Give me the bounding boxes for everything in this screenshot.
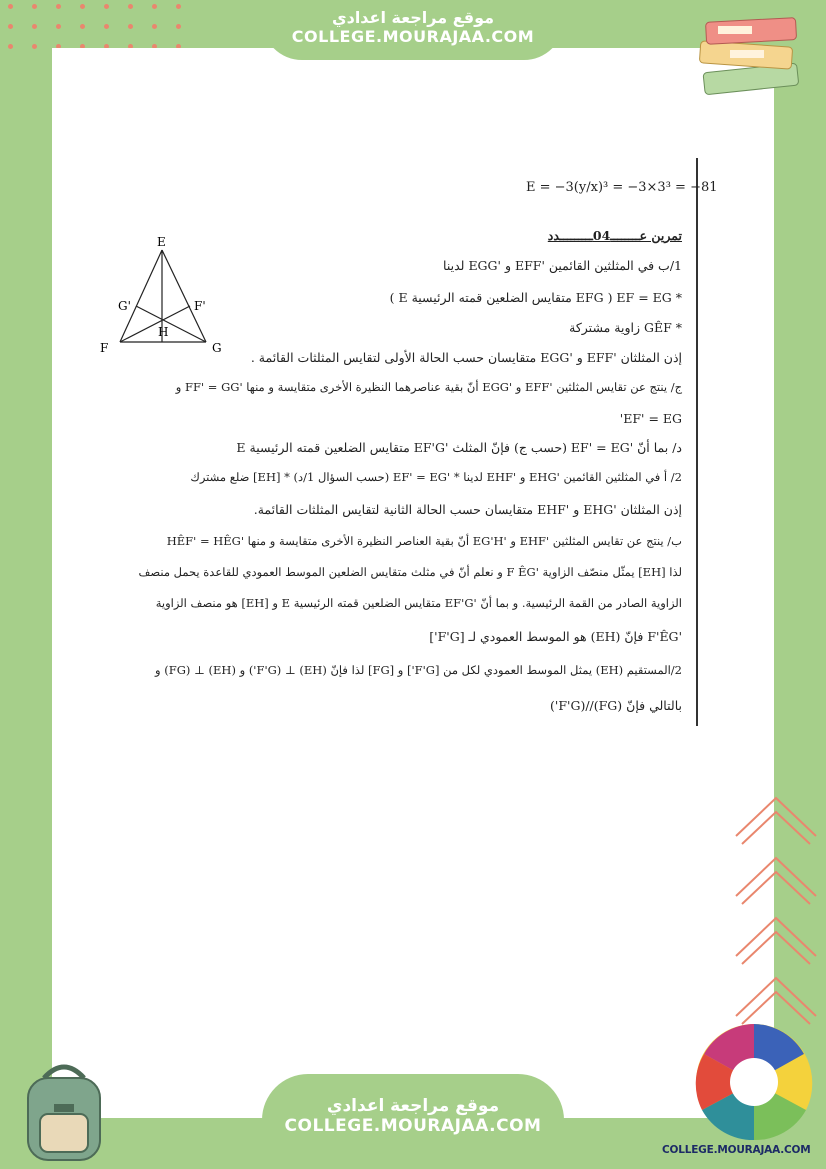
doc-line: بالتالي فإنّ (FG)//(F'G') bbox=[550, 698, 682, 713]
doc-line: EF' = EG' bbox=[619, 411, 682, 426]
doc-line: إذن المثلثان 'EHG و 'EHF متقايسان حسب الحالة الثانية لتقايس المثلثات القائمة. bbox=[253, 502, 682, 517]
doc-line: 'F'ÊG فإنّ (EH) هو الموسط العمودي لـ [F'G'] bbox=[429, 629, 682, 644]
label-g-prime: G' bbox=[118, 299, 131, 313]
logo-caption[interactable]: COLLEGE.MOURAJAA.COM bbox=[662, 1144, 811, 1156]
doc-line: الزاوية الصادر من القمة الرئيسية. و بما أنّ 'EF'G متقايس الضلعين قمته الرئيسية E و [EH] هو منصف الزاوية bbox=[155, 596, 682, 610]
header-site-url[interactable]: COLLEGE.MOURAJAA.COM bbox=[291, 27, 535, 46]
label-f-prime: F' bbox=[194, 299, 206, 313]
doc-line: إذن المثلثان 'EFF و 'EGG متقايسان حسب الحالة الأولى لتقايس المثلثات القائمة . bbox=[250, 350, 682, 365]
label-h: H bbox=[158, 325, 169, 339]
school-logo bbox=[694, 1022, 814, 1142]
doc-line: * EF = EG ( EFG متقايس الضلعين قمته الرئيسية E ) bbox=[389, 290, 682, 305]
header-site-name: موقع مراجعة اعدادي bbox=[331, 8, 495, 27]
doc-line: 1/ب في المثلثين القائمين 'EFF و 'EGG لدينا bbox=[443, 258, 682, 273]
doc-line: 2/المستقيم (EH) يمثل الموسط العمودي لكل من [F'G'] و [FG] لذا فإنّ (EH) ⊥ (F'G') و (EH) ⊥ (FG) و bbox=[155, 663, 682, 677]
label-e: E bbox=[157, 235, 166, 249]
doc-line: د/ بما أنّ 'EF' = EG (حسب ج) فإنّ المثلث 'EF'G متقايس الضلعين قمته الرئيسية E bbox=[236, 440, 682, 455]
footer-site-url[interactable]: COLLEGE.MOURAJAA.COM bbox=[284, 1116, 542, 1136]
header-tab bbox=[262, 0, 564, 60]
chevron-up-icons bbox=[730, 792, 822, 1032]
doc-line: ب/ ينتج عن تقايس المثلثين 'EHF و 'EG'H أنّ بقية العناصر النظيرة الأخرى متقايسة و منها 'HÊF' = HÊG bbox=[166, 534, 682, 548]
exercise-title: تمرين عــــــــ04ـــــــــدد bbox=[547, 228, 682, 243]
exercise-document bbox=[84, 158, 718, 726]
doc-line: ج/ ينتج عن تقايس المثلثين 'EFF و 'EGG أنّ بقية عناصرهما النظيرة الأخرى متقايسة و منها 'FF' = GG و bbox=[175, 380, 682, 394]
footer-tab bbox=[262, 1074, 564, 1169]
margin-rule bbox=[696, 158, 698, 726]
books-icon bbox=[690, 10, 805, 100]
triangle-figure bbox=[94, 234, 244, 354]
footer-site-name: موقع مراجعة اعدادي bbox=[326, 1096, 500, 1116]
backpack-icon bbox=[14, 1056, 114, 1164]
doc-line: 2/ أ في المثلثين القائمين 'EHG و 'EHF لدينا * 'EF' = EG (حسب السؤال 1/د) * [EH] ضلع مشترك bbox=[190, 470, 682, 484]
doc-line: لذا [EH] يمثّل منصّف الزاوية 'F ÊG و نعلم أنّ في مثلث متقايس الضلعين الموسط العمودي للقاعدة يحمل منصف bbox=[138, 565, 682, 579]
doc-line: * GÊF زاوية مشتركة bbox=[569, 320, 682, 335]
label-f: F bbox=[100, 341, 109, 354]
label-g: G bbox=[212, 341, 222, 354]
power-formula: E = −3(y/x)³ = −3×3³ = −81 bbox=[526, 180, 718, 195]
